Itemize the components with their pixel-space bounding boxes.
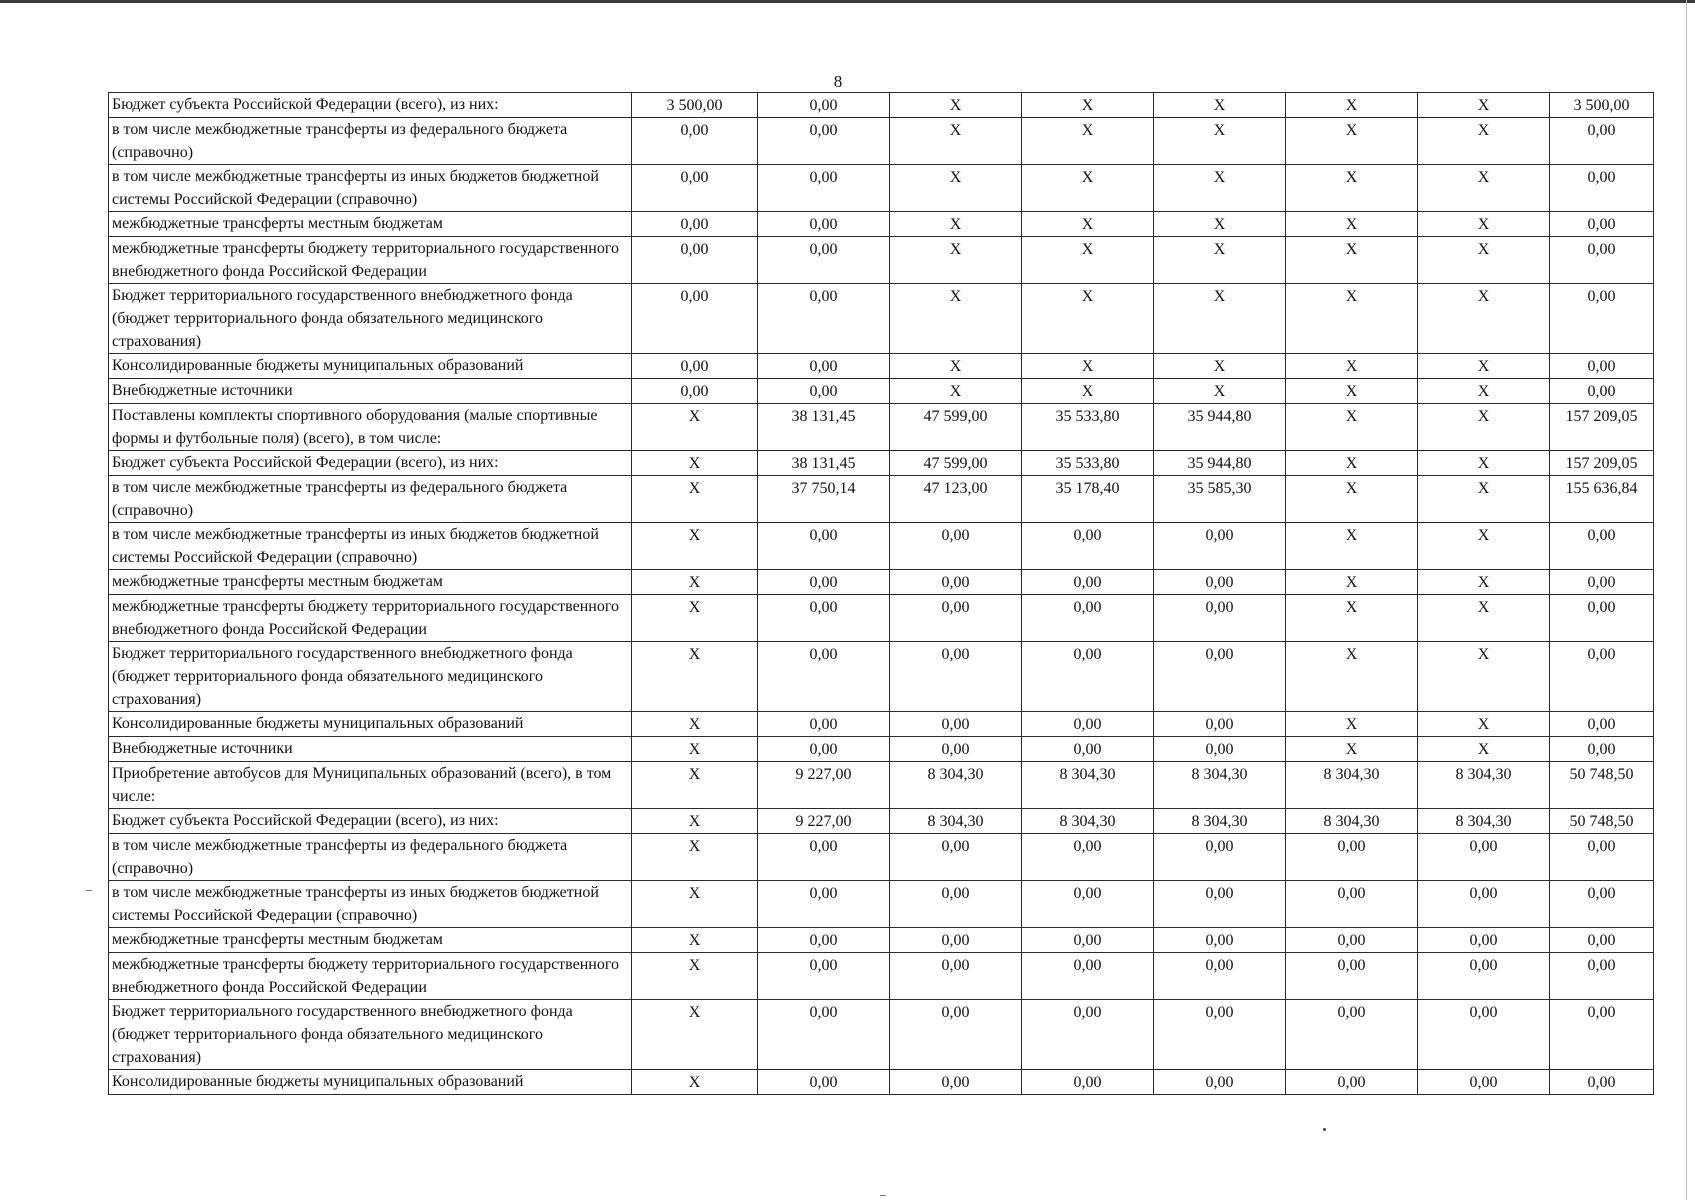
value-cell: 38 131,45 xyxy=(758,404,890,451)
value-cell: X xyxy=(632,881,758,928)
value-cell: 37 750,14 xyxy=(758,476,890,523)
value-cell: X xyxy=(890,93,1022,118)
value-cell: 0,00 xyxy=(758,379,890,404)
value-cell: 0,00 xyxy=(758,570,890,595)
value-cell: X xyxy=(1418,284,1550,354)
value-cell: X xyxy=(1286,118,1418,165)
value-cell: X xyxy=(1418,642,1550,712)
budget-table-body xyxy=(109,93,1654,1095)
value-cell: 35 944,80 xyxy=(1154,451,1286,476)
table-row xyxy=(109,284,1654,354)
value-cell: 0,00 xyxy=(758,642,890,712)
value-cell: X xyxy=(1286,642,1418,712)
value-cell: 0,00 xyxy=(1154,642,1286,712)
table-row xyxy=(109,451,1654,476)
value-cell: 0,00 xyxy=(890,737,1022,762)
table-row xyxy=(109,118,1654,165)
table-row xyxy=(109,354,1654,379)
value-cell: 0,00 xyxy=(1550,118,1654,165)
value-cell: X xyxy=(1418,595,1550,642)
value-cell: 8 304,30 xyxy=(1022,809,1154,834)
value-cell: 0,00 xyxy=(1022,1070,1154,1095)
value-cell: X xyxy=(1286,212,1418,237)
value-cell: 155 636,84 xyxy=(1550,476,1654,523)
value-cell: 0,00 xyxy=(1286,1000,1418,1070)
value-cell: X xyxy=(890,118,1022,165)
value-cell: 0,00 xyxy=(1418,928,1550,953)
row-label: Бюджет территориального государственного внебюджетного фонда (бюджет территориального фонда обязательного медицинского страхования) xyxy=(109,1000,632,1070)
value-cell: X xyxy=(632,1000,758,1070)
value-cell: 0,00 xyxy=(1022,834,1154,881)
value-cell: 0,00 xyxy=(758,953,890,1000)
value-cell: X xyxy=(1418,523,1550,570)
value-cell: 0,00 xyxy=(758,1070,890,1095)
value-cell: 0,00 xyxy=(1286,953,1418,1000)
value-cell: 0,00 xyxy=(1154,953,1286,1000)
value-cell: 0,00 xyxy=(1550,1000,1654,1070)
table-row xyxy=(109,809,1654,834)
value-cell: X xyxy=(632,570,758,595)
value-cell: X xyxy=(890,379,1022,404)
value-cell: 0,00 xyxy=(1154,881,1286,928)
value-cell: 0,00 xyxy=(890,953,1022,1000)
value-cell: 0,00 xyxy=(890,642,1022,712)
value-cell: 0,00 xyxy=(1550,212,1654,237)
value-cell: 0,00 xyxy=(1550,284,1654,354)
value-cell: 0,00 xyxy=(1550,595,1654,642)
table-row xyxy=(109,762,1654,809)
value-cell: X xyxy=(632,737,758,762)
value-cell: X xyxy=(1022,212,1154,237)
value-cell: X xyxy=(1286,523,1418,570)
table-row xyxy=(109,1070,1654,1095)
value-cell: 8 304,30 xyxy=(1418,762,1550,809)
value-cell: 3 500,00 xyxy=(1550,93,1654,118)
value-cell: X xyxy=(1022,237,1154,284)
table-row xyxy=(109,404,1654,451)
value-cell: 0,00 xyxy=(1022,881,1154,928)
table-row xyxy=(109,93,1654,118)
value-cell: X xyxy=(1154,354,1286,379)
value-cell: 0,00 xyxy=(632,284,758,354)
value-cell: X xyxy=(632,523,758,570)
value-cell: X xyxy=(1022,118,1154,165)
value-cell: X xyxy=(890,354,1022,379)
table-row xyxy=(109,523,1654,570)
value-cell: 0,00 xyxy=(890,881,1022,928)
value-cell: X xyxy=(890,237,1022,284)
value-cell: 0,00 xyxy=(1154,1070,1286,1095)
value-cell: X xyxy=(1154,237,1286,284)
value-cell: X xyxy=(1286,237,1418,284)
table-row xyxy=(109,476,1654,523)
value-cell: 0,00 xyxy=(1154,737,1286,762)
scan-top-edge xyxy=(0,0,1695,3)
value-cell: 0,00 xyxy=(1550,642,1654,712)
value-cell: 0,00 xyxy=(1550,570,1654,595)
row-label: Бюджет субъекта Российской Федерации (всего), из них: xyxy=(109,809,632,834)
value-cell: X xyxy=(1154,284,1286,354)
table-row xyxy=(109,165,1654,212)
value-cell: 3 500,00 xyxy=(632,93,758,118)
row-label: Бюджет субъекта Российской Федерации (всего), из них: xyxy=(109,451,632,476)
value-cell: X xyxy=(1154,165,1286,212)
value-cell: 0,00 xyxy=(890,712,1022,737)
table-row xyxy=(109,953,1654,1000)
value-cell: X xyxy=(1286,451,1418,476)
value-cell: 8 304,30 xyxy=(890,762,1022,809)
table-row xyxy=(109,881,1654,928)
row-label: в том числе межбюджетные трансферты из иных бюджетов бюджетной системы Российской Федерации (справочно) xyxy=(109,881,632,928)
value-cell: 0,00 xyxy=(758,165,890,212)
value-cell: 0,00 xyxy=(1550,834,1654,881)
value-cell: 0,00 xyxy=(1550,881,1654,928)
table-row xyxy=(109,642,1654,712)
value-cell: 157 209,05 xyxy=(1550,451,1654,476)
value-cell: 0,00 xyxy=(758,354,890,379)
row-label: межбюджетные трансферты бюджету территориального государственного внебюджетного фонда Российской Федерации xyxy=(109,595,632,642)
value-cell: 0,00 xyxy=(632,354,758,379)
table-row xyxy=(109,212,1654,237)
row-label: Бюджет субъекта Российской Федерации (всего), из них: xyxy=(109,93,632,118)
value-cell: X xyxy=(1418,237,1550,284)
value-cell: 8 304,30 xyxy=(1154,762,1286,809)
value-cell: 47 599,00 xyxy=(890,404,1022,451)
value-cell: 0,00 xyxy=(758,523,890,570)
value-cell: 0,00 xyxy=(890,928,1022,953)
row-label: Внебюджетные источники xyxy=(109,379,632,404)
table-row xyxy=(109,737,1654,762)
value-cell: 0,00 xyxy=(758,93,890,118)
table-row xyxy=(109,379,1654,404)
value-cell: X xyxy=(1418,165,1550,212)
value-cell: 35 533,80 xyxy=(1022,404,1154,451)
row-label: Приобретение автобусов для Муниципальных образований (всего), в том числе: xyxy=(109,762,632,809)
value-cell: X xyxy=(1418,93,1550,118)
table-row xyxy=(109,237,1654,284)
value-cell: 0,00 xyxy=(1286,1070,1418,1095)
value-cell: X xyxy=(632,642,758,712)
value-cell: X xyxy=(632,809,758,834)
value-cell: X xyxy=(1286,354,1418,379)
value-cell: X xyxy=(1286,476,1418,523)
value-cell: X xyxy=(1418,212,1550,237)
value-cell: X xyxy=(632,762,758,809)
value-cell: X xyxy=(1022,165,1154,212)
value-cell: 0,00 xyxy=(1022,570,1154,595)
value-cell: X xyxy=(632,404,758,451)
value-cell: 0,00 xyxy=(890,595,1022,642)
value-cell: 9 227,00 xyxy=(758,809,890,834)
value-cell: 0,00 xyxy=(1022,523,1154,570)
table-row xyxy=(109,834,1654,881)
row-label: в том числе межбюджетные трансферты из федерального бюджета (справочно) xyxy=(109,834,632,881)
value-cell: 0,00 xyxy=(1154,1000,1286,1070)
value-cell: 0,00 xyxy=(1550,354,1654,379)
value-cell: 8 304,30 xyxy=(1022,762,1154,809)
row-label: Консолидированные бюджеты муниципальных образований xyxy=(109,1070,632,1095)
value-cell: 0,00 xyxy=(758,284,890,354)
value-cell: X xyxy=(1418,712,1550,737)
value-cell: 0,00 xyxy=(758,237,890,284)
value-cell: X xyxy=(1022,93,1154,118)
value-cell: X xyxy=(1418,404,1550,451)
table-row xyxy=(109,595,1654,642)
row-label: межбюджетные трансферты местным бюджетам xyxy=(109,928,632,953)
value-cell: X xyxy=(1418,737,1550,762)
value-cell: X xyxy=(1286,93,1418,118)
value-cell: X xyxy=(1022,354,1154,379)
row-label: межбюджетные трансферты бюджету территориального государственного внебюджетного фонда Российской Федерации xyxy=(109,237,632,284)
value-cell: X xyxy=(632,928,758,953)
value-cell: 0,00 xyxy=(632,165,758,212)
value-cell: X xyxy=(1418,354,1550,379)
value-cell: 157 209,05 xyxy=(1550,404,1654,451)
value-cell: X xyxy=(890,284,1022,354)
row-label: Бюджет территориального государственного внебюджетного фонда (бюджет территориального фонда обязательного медицинского страхования) xyxy=(109,642,632,712)
value-cell: X xyxy=(632,476,758,523)
value-cell: X xyxy=(1418,570,1550,595)
value-cell: 8 304,30 xyxy=(1418,809,1550,834)
value-cell: X xyxy=(632,953,758,1000)
value-cell: 0,00 xyxy=(1154,834,1286,881)
value-cell: 0,00 xyxy=(632,379,758,404)
row-label: Поставлены комплекты спортивного оборудования (малые спортивные формы и футбольные поля) (всего), в том числе: xyxy=(109,404,632,451)
value-cell: 0,00 xyxy=(1022,737,1154,762)
value-cell: 50 748,50 xyxy=(1550,762,1654,809)
table-row xyxy=(109,570,1654,595)
value-cell: X xyxy=(1418,451,1550,476)
value-cell: 0,00 xyxy=(1022,712,1154,737)
value-cell: 0,00 xyxy=(1154,570,1286,595)
value-cell: 8 304,30 xyxy=(1286,809,1418,834)
value-cell: 0,00 xyxy=(1154,712,1286,737)
value-cell: 0,00 xyxy=(758,834,890,881)
value-cell: 0,00 xyxy=(758,712,890,737)
page-number: 8 xyxy=(833,72,843,91)
value-cell: 0,00 xyxy=(890,523,1022,570)
value-cell: X xyxy=(1418,476,1550,523)
value-cell: X xyxy=(890,165,1022,212)
value-cell: X xyxy=(632,595,758,642)
value-cell: 0,00 xyxy=(1550,712,1654,737)
row-label: в том числе межбюджетные трансферты из иных бюджетов бюджетной системы Российской Федерации (справочно) xyxy=(109,165,632,212)
value-cell: X xyxy=(1022,284,1154,354)
value-cell: X xyxy=(1154,379,1286,404)
value-cell: X xyxy=(632,1070,758,1095)
value-cell: 0,00 xyxy=(758,928,890,953)
value-cell: 8 304,30 xyxy=(1154,809,1286,834)
value-cell: 47 599,00 xyxy=(890,451,1022,476)
value-cell: 35 585,30 xyxy=(1154,476,1286,523)
value-cell: 0,00 xyxy=(1550,928,1654,953)
value-cell: X xyxy=(1286,404,1418,451)
value-cell: X xyxy=(890,212,1022,237)
budget-table xyxy=(108,92,1654,1095)
value-cell: 0,00 xyxy=(1154,523,1286,570)
value-cell: 38 131,45 xyxy=(758,451,890,476)
value-cell: X xyxy=(632,451,758,476)
table-row xyxy=(109,928,1654,953)
value-cell: X xyxy=(1286,165,1418,212)
value-cell: 0,00 xyxy=(1022,595,1154,642)
value-cell: 50 748,50 xyxy=(1550,809,1654,834)
value-cell: 0,00 xyxy=(1022,928,1154,953)
scan-right-edge xyxy=(1686,0,1687,1200)
value-cell: 0,00 xyxy=(1418,1070,1550,1095)
value-cell: X xyxy=(1418,118,1550,165)
value-cell: X xyxy=(1022,379,1154,404)
value-cell: 0,00 xyxy=(890,834,1022,881)
value-cell: 0,00 xyxy=(1550,237,1654,284)
value-cell: X xyxy=(1154,212,1286,237)
row-label: межбюджетные трансферты местным бюджетам xyxy=(109,212,632,237)
value-cell: X xyxy=(1286,570,1418,595)
value-cell: 0,00 xyxy=(1022,953,1154,1000)
value-cell: 0,00 xyxy=(758,212,890,237)
row-label: Бюджет территориального государственного внебюджетного фонда (бюджет территориального фонда обязательного медицинского страхования) xyxy=(109,284,632,354)
value-cell: 0,00 xyxy=(1154,595,1286,642)
row-label: Консолидированные бюджеты муниципальных образований xyxy=(109,712,632,737)
value-cell: 0,00 xyxy=(890,1070,1022,1095)
row-label: в том числе межбюджетные трансферты из федерального бюджета (справочно) xyxy=(109,476,632,523)
scan-speck xyxy=(86,890,92,891)
row-label: в том числе межбюджетные трансферты из иных бюджетов бюджетной системы Российской Федерации (справочно) xyxy=(109,523,632,570)
scan-speck xyxy=(880,1195,886,1196)
value-cell: 0,00 xyxy=(890,1000,1022,1070)
value-cell: 35 944,80 xyxy=(1154,404,1286,451)
value-cell: X xyxy=(1286,737,1418,762)
value-cell: 0,00 xyxy=(758,737,890,762)
value-cell: 0,00 xyxy=(1022,642,1154,712)
table-row xyxy=(109,1000,1654,1070)
value-cell: 0,00 xyxy=(758,118,890,165)
row-label: Консолидированные бюджеты муниципальных образований xyxy=(109,354,632,379)
value-cell: 0,00 xyxy=(1550,165,1654,212)
value-cell: 0,00 xyxy=(632,212,758,237)
value-cell: X xyxy=(632,834,758,881)
value-cell: X xyxy=(1154,93,1286,118)
value-cell: 0,00 xyxy=(1286,881,1418,928)
value-cell: 0,00 xyxy=(1550,953,1654,1000)
value-cell: 0,00 xyxy=(1418,881,1550,928)
value-cell: 0,00 xyxy=(758,881,890,928)
row-label: в том числе межбюджетные трансферты из федерального бюджета (справочно) xyxy=(109,118,632,165)
value-cell: 8 304,30 xyxy=(1286,762,1418,809)
value-cell: X xyxy=(1286,595,1418,642)
value-cell: 0,00 xyxy=(1418,834,1550,881)
value-cell: 0,00 xyxy=(758,595,890,642)
table-row xyxy=(109,712,1654,737)
value-cell: X xyxy=(1286,379,1418,404)
value-cell: X xyxy=(1154,118,1286,165)
value-cell: 0,00 xyxy=(1154,928,1286,953)
value-cell: X xyxy=(1286,712,1418,737)
value-cell: 0,00 xyxy=(632,118,758,165)
value-cell: 8 304,30 xyxy=(890,809,1022,834)
row-label: межбюджетные трансферты бюджету территориального государственного внебюджетного фонда Российской Федерации xyxy=(109,953,632,1000)
value-cell: 35 178,40 xyxy=(1022,476,1154,523)
value-cell: 0,00 xyxy=(1022,1000,1154,1070)
value-cell: 35 533,80 xyxy=(1022,451,1154,476)
value-cell: 0,00 xyxy=(1550,523,1654,570)
value-cell: X xyxy=(1418,379,1550,404)
value-cell: 0,00 xyxy=(1550,379,1654,404)
value-cell: 0,00 xyxy=(1286,834,1418,881)
value-cell: 0,00 xyxy=(1550,737,1654,762)
value-cell: 0,00 xyxy=(1550,1070,1654,1095)
scan-speck xyxy=(1323,1128,1326,1131)
value-cell: 0,00 xyxy=(758,1000,890,1070)
value-cell: X xyxy=(632,712,758,737)
value-cell: 0,00 xyxy=(1418,1000,1550,1070)
value-cell: 0,00 xyxy=(632,237,758,284)
row-label: межбюджетные трансферты местным бюджетам xyxy=(109,570,632,595)
value-cell: X xyxy=(1286,284,1418,354)
value-cell: 0,00 xyxy=(890,570,1022,595)
value-cell: 0,00 xyxy=(1286,928,1418,953)
row-label: Внебюджетные источники xyxy=(109,737,632,762)
value-cell: 0,00 xyxy=(1418,953,1550,1000)
value-cell: 9 227,00 xyxy=(758,762,890,809)
value-cell: 47 123,00 xyxy=(890,476,1022,523)
